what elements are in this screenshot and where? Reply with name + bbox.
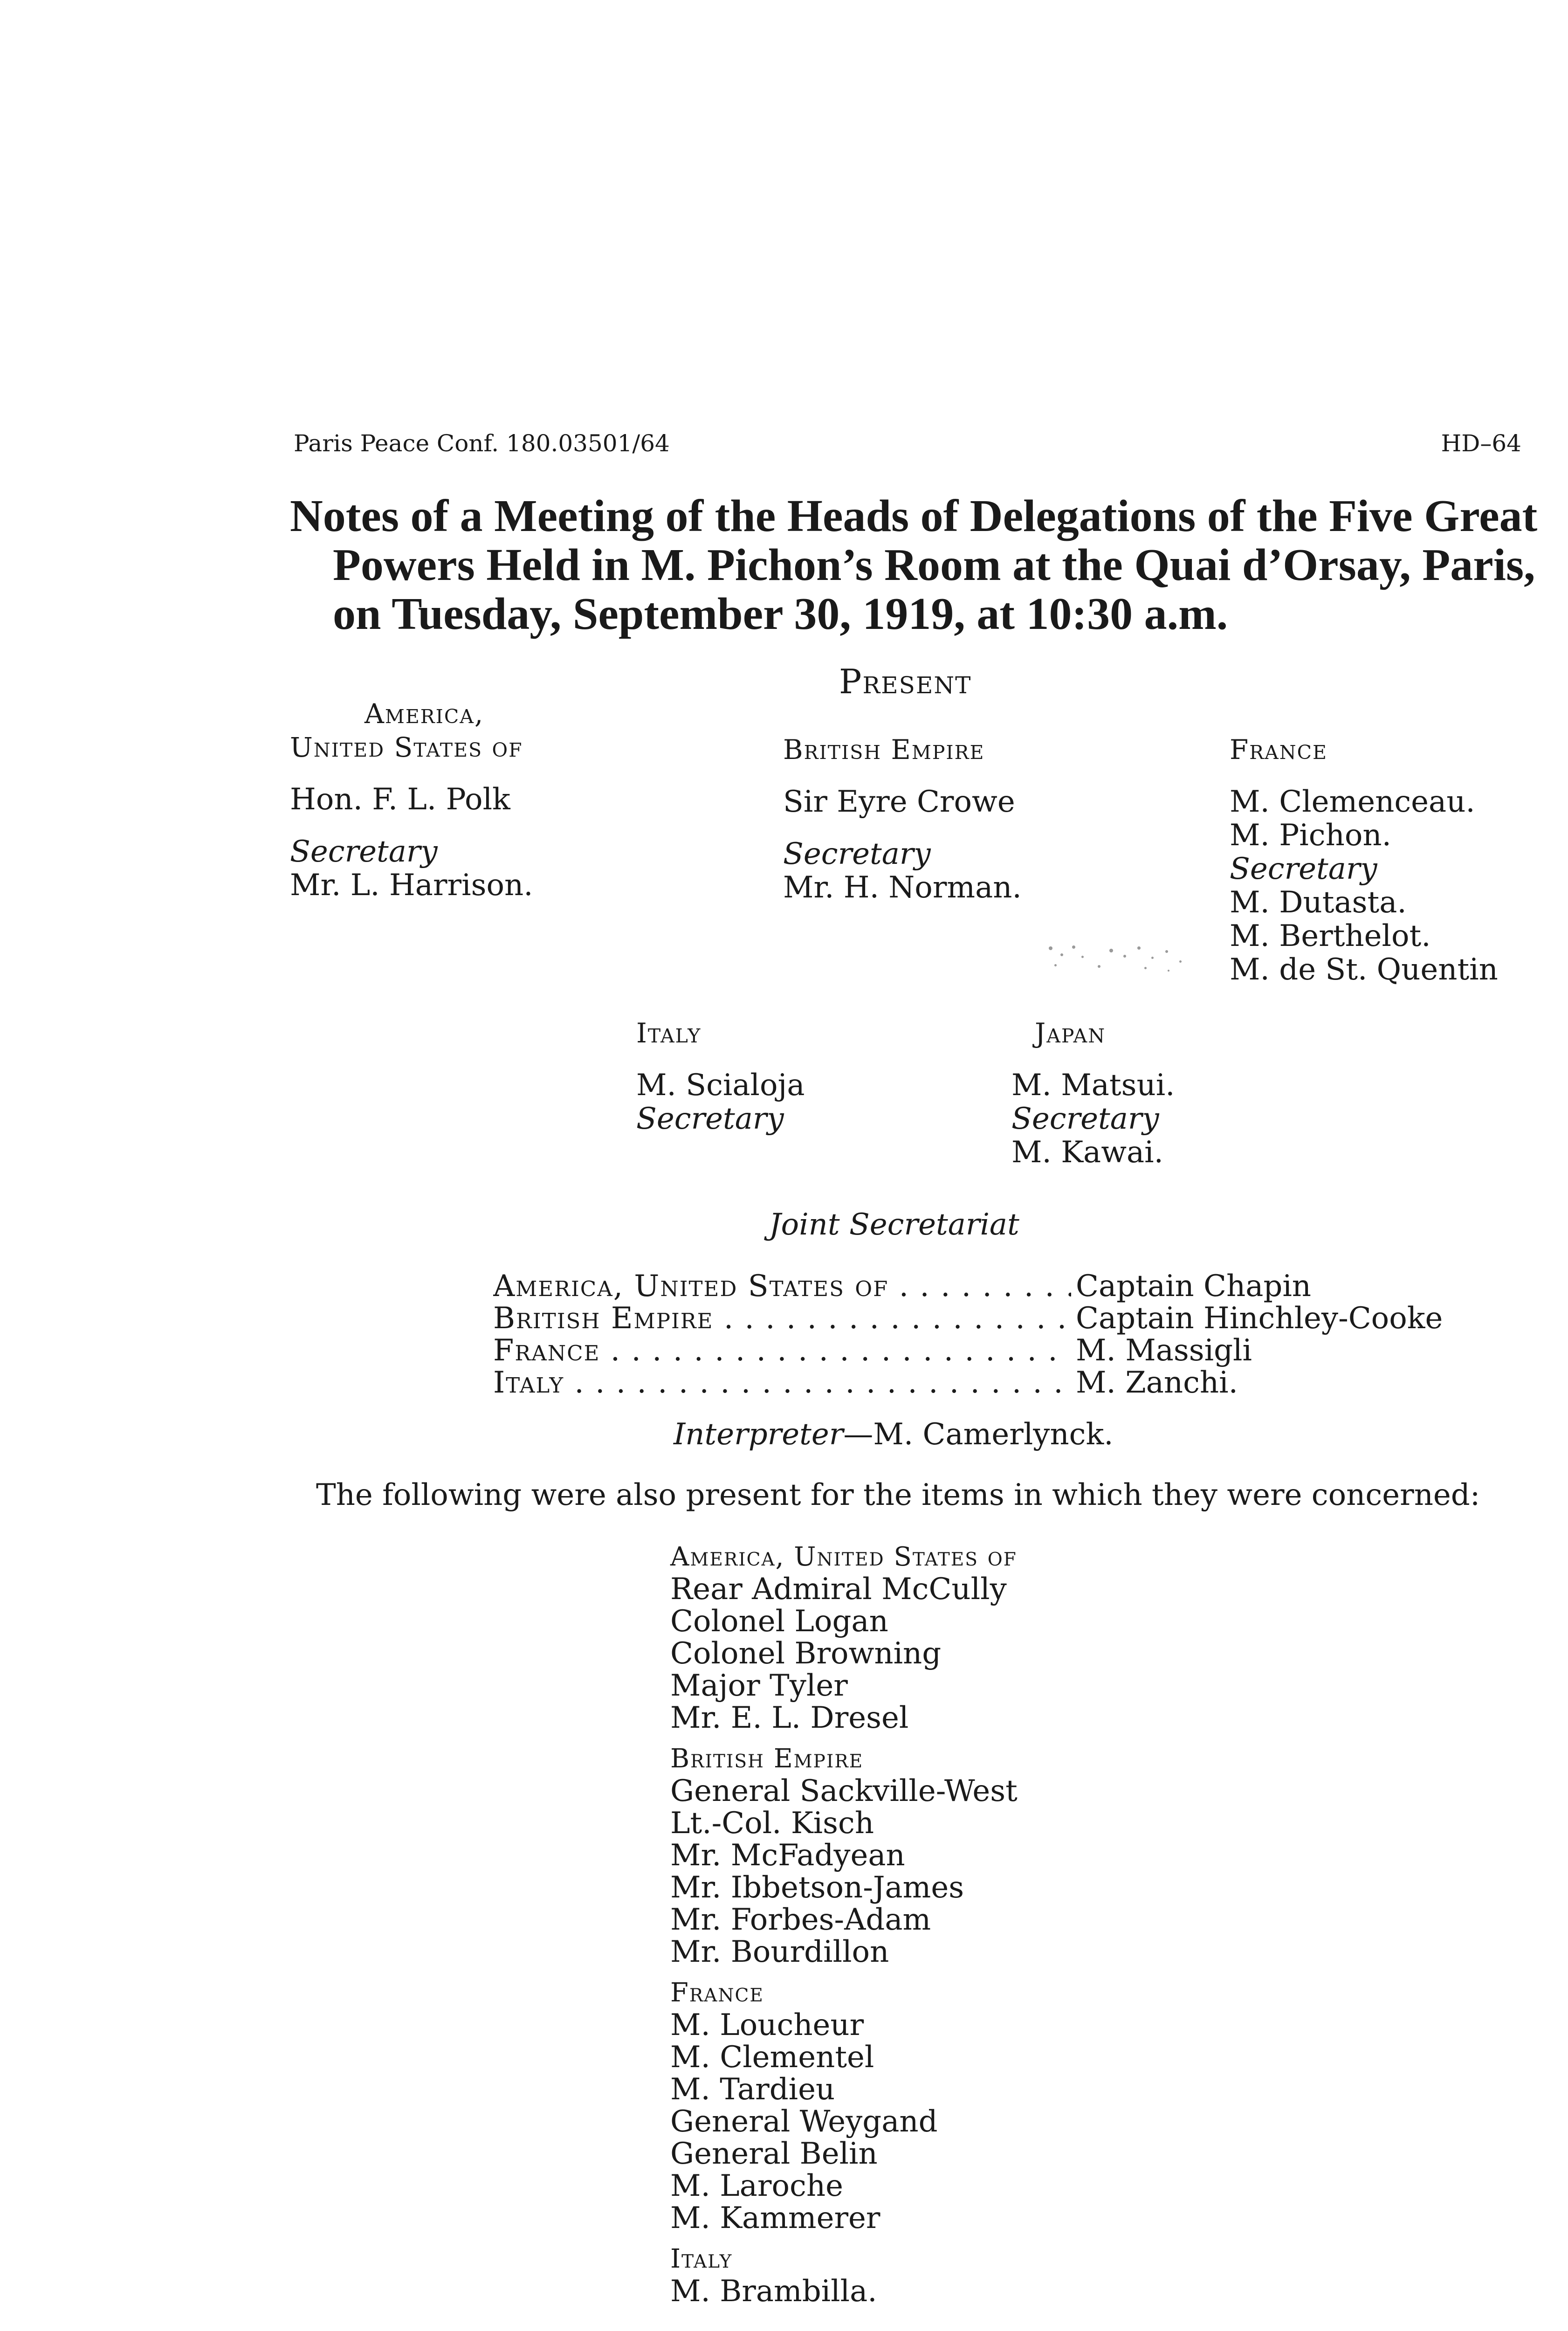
member: M. Pichon. — [1230, 818, 1391, 853]
attendee: Mr. Forbes-Adam — [670, 1903, 931, 1937]
secretary: M. de St. Quentin — [1230, 952, 1498, 987]
attendee: Major Tyler — [670, 1669, 848, 1703]
member: Hon. F. L. Polk — [290, 782, 510, 817]
attendee: M. Tardieu — [670, 2072, 835, 2107]
present-heading: Present — [839, 662, 972, 701]
country-heading: United States of — [290, 731, 523, 763]
secretary-label: Secretary — [1230, 852, 1377, 886]
country-heading: Japan — [1035, 1017, 1106, 1049]
secretariat-row — [493, 1335, 1443, 1367]
attendee: Lt.-Col. Kisch — [670, 1806, 874, 1841]
attendee: M. Kammerer — [670, 2201, 880, 2235]
country-heading: Italy — [636, 1017, 701, 1049]
secretary-label: Secretary — [636, 1102, 784, 1136]
secretariat-row — [493, 1270, 1443, 1303]
delegation-usa — [290, 697, 533, 902]
secretary: M. Berthelot. — [1230, 919, 1431, 953]
member: M. Matsui. — [1011, 1068, 1175, 1103]
secretary: M. Kawai. — [1011, 1135, 1163, 1170]
title-line-2: Powers Held in M. Pichon’s Room at the Quai d’Orsay, Paris, — [333, 540, 1535, 590]
interpreter-label: Interpreter — [674, 1417, 844, 1452]
member: M. Scialoja — [636, 1068, 805, 1103]
secretariat-row — [493, 1367, 1443, 1399]
attendee: Colonel Logan — [670, 1604, 888, 1639]
secretariat-name: Captain Chapin — [1076, 1269, 1311, 1303]
delegation-italy — [636, 1016, 805, 1136]
country-heading: France — [1230, 734, 1327, 766]
attendee: General Sackville-West — [670, 1774, 1018, 1808]
secretary: M. Dutasta. — [1230, 885, 1407, 920]
member: Sir Eyre Crowe — [783, 785, 1015, 819]
secretariat-name: M. Zanchi. — [1076, 1365, 1238, 1400]
delegation-japan — [1011, 1016, 1175, 1169]
attendee: Colonel Browning — [670, 1636, 942, 1671]
also-present-intro: The following were also present for the items in which they were concerned: — [316, 1478, 1480, 1512]
group-heading: British Empire — [670, 1744, 864, 1774]
joint-secretariat-heading: Joint Secretariat — [769, 1207, 1019, 1242]
group-heading: France — [670, 1978, 764, 2008]
secretariat-name: Captain Hinchley-Cooke — [1076, 1301, 1443, 1336]
delegation-france — [1230, 733, 1498, 986]
also-present-list — [670, 1541, 1018, 2308]
attendee: M. Brambilla. — [670, 2274, 877, 2309]
country-heading: America, — [364, 698, 484, 730]
interpreter-name: —M. Camerlynck. — [843, 1417, 1114, 1452]
secretariat-country: Italy . . . — [493, 1367, 1071, 1399]
secretariat-country: France . . . — [493, 1335, 1071, 1367]
secretary-label: Secretary — [783, 837, 931, 871]
attendee: M. Clementel — [670, 2040, 874, 2075]
secretariat-country: British Empire . . . — [493, 1303, 1071, 1335]
attendee: Mr. Ibbetson-James — [670, 1870, 964, 1905]
document-code: HD–64 — [1441, 430, 1521, 457]
attendee: M. Laroche — [670, 2169, 843, 2203]
attendee: Rear Admiral McCully — [670, 1572, 1007, 1607]
interpreter-line — [674, 1417, 1114, 1452]
secretariat-country: America, United States of . . . — [493, 1270, 1071, 1303]
secretariat-row — [493, 1303, 1443, 1335]
attendee: Mr. Bourdillon — [670, 1935, 889, 1969]
attendee: M. Loucheur — [670, 2008, 864, 2042]
attendee: General Weygand — [670, 2104, 938, 2139]
joint-secretariat-list — [493, 1270, 1443, 1399]
group-heading: America, United States of — [670, 1542, 1017, 1572]
attendee: Mr. E. L. Dresel — [670, 1701, 909, 1735]
document-reference: Paris Peace Conf. 180.03501/64 — [294, 430, 670, 457]
group-heading: Italy — [670, 2244, 733, 2274]
document-title — [290, 492, 1548, 639]
country-heading: British Empire — [783, 734, 985, 766]
attendee: Mr. McFadyean — [670, 1838, 905, 1873]
delegation-british-empire — [783, 733, 1022, 904]
title-line-1: Notes of a Meeting of the Heads of Delegations of the Five Great — [290, 491, 1538, 541]
member: M. Clemenceau. — [1230, 785, 1475, 819]
secretary: Mr. L. Harrison. — [290, 868, 533, 903]
secretary-label: Secretary — [290, 834, 438, 869]
title-line-3: on Tuesday, September 30, 1919, at 10:30 a.m. — [333, 589, 1228, 639]
attendee: General Belin — [670, 2137, 878, 2171]
secretary: Mr. H. Norman. — [783, 870, 1022, 905]
secretary-label: Secretary — [1011, 1102, 1159, 1136]
secretariat-name: M. Massigli — [1076, 1333, 1252, 1368]
